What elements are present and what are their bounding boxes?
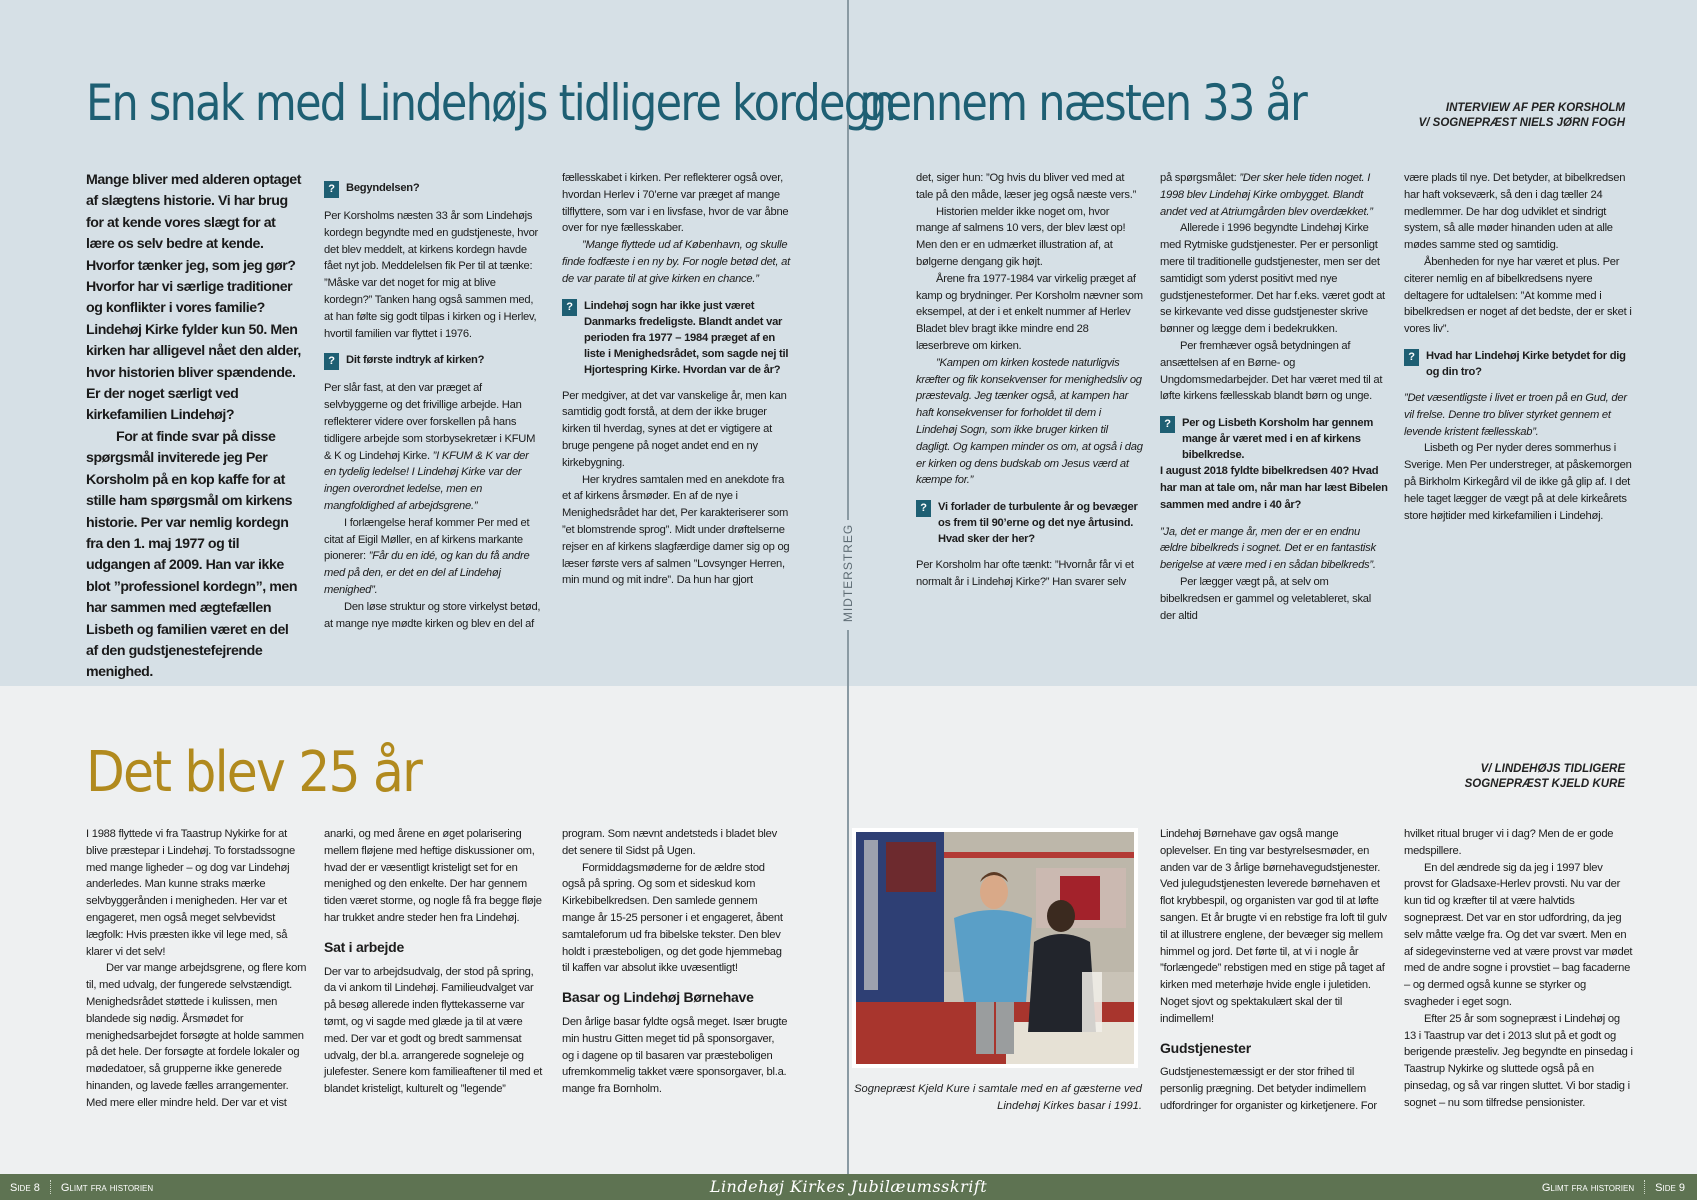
article1-column-5: på spørgsmålet: ”Der sker hele tiden noget. I 1998 blev Lindehøj Kirke ombygget. Blandt andet ved at Atriumgården blev overdækket.” Allerede i 1996 begyndte Lindehøj Kirke med Rytmiske gudstjenester. Per er personligt mere til traditionelle gudstjenester, men ser det samtidigt som yderst positivt med nye gudstjenesteformer. Det har f.eks. været godt at se kirkevante ved disse gudstjenester skrive bønner og lægge dem i bedekrukken. Per fremhæver også betydningen af ansættelsen af en Børne- og Ungdomsmedarbejder. Det har været med til at løfte kirkens fællesskab blandt børn og unge. ? Per og Lisbeth Korsholm har gennem mange år været med i en af kirkens bibelkredse. I august 2018 fyldte bibelkredsen 40? Hvad har man at tale om, når man har læst Bibelen sammen med andre i 40 år? ”Ja, det er mange år, men der er en endnu ældre bibelkreds i sognet. Det er en fantastisk berigelse at være med i en sådan bibelkreds”. Per lægger vægt på, at selv om bibelkredsen er gammel og veletableret, skal der altid <box>1160 172 1388 622</box>
subheading: Sat i arbejde <box>324 938 405 955</box>
question-mark-icon: ? <box>916 500 931 517</box>
question-mark-icon: ? <box>324 353 339 370</box>
page-number-left: Side 8 <box>10 1182 40 1194</box>
page-number-right: Side 9 <box>1655 1182 1685 1194</box>
subheading: Basar og Lindehøj Børnehave <box>562 989 754 1006</box>
question-mark-icon: ? <box>324 181 339 198</box>
section-name-right: Glimt fra historien <box>1541 1182 1635 1194</box>
publication-title: Lindehøj Kirkes Jubilæumsskrift <box>709 1177 988 1196</box>
article1-column-6: være plads til nye. Det betyder, at bibelkredsen har haft vokseværk, så den i dag tæller 24 medlemmer. De har dog udviklet et sindrigt system, så alle møder hinanden uden at alle mødes samme sted og samtidig. Åbenheden for nye har været et plus. Per citerer nemlig en af bibelkredsens nyere deltagere for udtalelsen: ”At komme med i bibelkredsen er noget af det bedste, der er sket i vores liv”. ? Hvad har Lindehøj Kirke betydet for dig og din tro? ”Det væsentligste i livet er troen på en Gud, der vil frelse. Denne tro bliver styrket gennem et levende kristent fællesskab”. Lisbeth og Per nyder deres sommerhus i Sverige. Men Per understreger, at påskemorgen på Birkholm Kirkegård vil de ikke gå glip af. I det hele taget lægger de vægt på at dele kirkeårets store højtider med kirkefamilien i Lindehøj. <box>1404 170 1634 620</box>
article1-lead <box>86 170 302 684</box>
lead-paragraph-1: Mange bliver med alderen optaget af slægtens historie. Vi har brug for at kende vores slægt for at lære os selv bedre at kende. Hvorfor tænker jeg, som jeg gør? Hvorfor har vi særlige traditioner og konflikter i vores familie? Lindehøj Kirke fylder kun 50. Men kirken har alligevel nået den alder, hvor historien bliver spændende. Er der noget særligt ved kirkefamilien Lindehøj? <box>86 172 302 424</box>
article2-column-6: hvilket ritual bruger vi i dag? Men de er gode medspillere. En del ændrede sig da jeg i 1997 blev provst for Gladsaxe-Herlev provsti. Nu var der kun tid og kræfter til at være halvtids sognepræst. Det var en stor udfordring, da jeg selv måtte vælge fra. Og det var svært. Men en af sidegevinsterne ved at være provst var mødet med de andre sogne i provstiet – bag facaderne – og dermed også kunne se styrker og svagheder i eget sogn. Efter 25 år som sognepræst i Lindehøj og 13 i Taastrup var det i 2013 slut på et godt og berigende præsteliv. Jeg begyndte en pinsedag i Taastrup Nykirke og sluttede også på en pinsedag, og så var ringen sluttet. Vi bor stadig i sognet – nu som tilfredse pensionister. <box>1404 828 1633 1109</box>
photo-illustration <box>856 832 1134 1064</box>
article2-column-3: program. Som nævnt andetsteds i bladet blev det senere til Sidst på Ugen. Formiddagsmøderne for de ældre stod også på spring. Og som et sideskud kom Kirkebibelkredsen. Den samlede gennem mange år 15-25 personer i et engageret, åbent samtaleforum ud fra bibelske tekster. Den blev holdt i præsteboligen, og det gode hjemmebag til kaffen var absolut ikke uvæsentligt! Basar og Lindehøj Børnehave Den årlige basar fyldte også meget. Især brugte min hustru Gitten meget tid på sponsorgaver, og i dagene op til basaren var præsteboligen ufremkommelig takket være sponsorgaver, bl.a. mange fra Bornholm. <box>562 828 788 1096</box>
footer-right <box>1542 1180 1685 1194</box>
basar-photo <box>852 828 1138 1068</box>
section-name-left: Glimt fra historien <box>60 1182 154 1194</box>
article1-column-2: ? Begyndelsen? Per Korsholms næsten 33 år som Lindehøjs kordegn begyndte med en gudstjeneste, hvor det blev meddelt, at kirkens kordegn havde fået nyt job. Meddelelsen fik Per til at tænke: ”Måske var det noget for mig at blive kordegn?” Tanken hang også sammen med, at han følte sig godt tilpas i kirken og i Herlev, hvortil familien var flyttet i 1976. ? Dit første indtryk af kirken? Per slår fast, at den var præget af selvbyggerne og det frivillige arbejde. Han reflekterer videre over forskellen på hans tidligere arbejde som storbysekretær i KFUM & K og Lindehøj Kirke. ”I KFUM & K var der en tydelig ledelse! I Lindehøj Kirke var der ingen overordnet ledelse, men en mangfoldighed af arbejdsgrene.” I forlængelse heraf kommer Per med et citat af Eigil Møller, en af kirkens markante pionerer: ”Får du en idé, og kan du få andre med på den, er det en del af Lindehøj menighed”. Den løse struktur og store virkelyst betød, at mange nye mødte kirken og blev en del af <box>324 182 541 630</box>
article2-byline: V/ LINDEHØJS TIDLIGERE SOGNEPRÆST KJELD KURE <box>1464 763 1625 790</box>
article1-column-4: det, siger hun: ”Og hvis du bliver ved med at tale på den måde, læser jeg også næste vers.” Historien melder ikke noget om, hvor mange af salmens 10 vers, der blev læst op! Men den er en udmærket illustration af, at bølgerne dengang gik højt. Årene fra 1977-1984 var virkelig præget af kamp og brydninger. Per Korsholm nævner som eksempel, at der i et enkelt nummer af Herlev Bladet blev bragt ikke mindre end 28 læserbreve om kirken. ”Kampen om kirken kostede naturligvis kræfter og fik konsekvenser for menighedsliv og præstevalg. Jeg tænker også, at kampen har haft konsekvenser for forholdet til dem i Lindehøj Sogn, som ikke bruger kirken til dagligt. Og kampen minder os om, at også i dag er kirken og dens budskab om Jesus værd at kæmpe for.” ? Vi forlader de turbulente år og bevæger os frem til 90’erne og det nye årtusind. Hvad sker der her? Per Korsholm har ofte tænkt: ”Hvornår får vi et normalt år i Lindehøj Kirke?” Han svarer selv <box>916 172 1143 588</box>
article2-column-1: I 1988 flyttede vi fra Taastrup Nykirke for at blive præstepar i Lindehøj. To forstadssogne med mange ligheder – og dog var Lindehøj anderledes. Man kunne straks mærke selvbyggerånden i menigheden. Her var et engageret, men også meget selvbevidst lægfolk: Hvis præsten ikke vil lege med, så klarer vi det selv! Der var mange arbejdsgrene, og flere kom til, med udvalg, der fungerede selvstændigt. Menighedsrådet støttede i kulissen, men blandede sig nødig. Årsmødet for menighedsarbejdet forsøgte at holde sammen på det hele. Der forsøgte at fordele lokaler og mødedatoer, så grupperne ikke generede hinanden, og lavede fælles arrangementer. Med mere eller mindre held. Der var et vist <box>86 828 307 1109</box>
question-heading: ? Hvad har Lindehøj Kirke betydet for dig og din tro? <box>1404 348 1634 380</box>
question-heading: ? Dit første indtryk af kirken? <box>324 352 542 370</box>
article1-title-right: gennem næsten 33 år <box>860 74 1307 132</box>
question-mark-icon: ? <box>562 299 577 316</box>
photo-caption: Sognepræst Kjeld Kure i samtale med en af gæsterne ved Lindehøj Kirkes basar i 1991. <box>854 1083 1142 1112</box>
question-heading: ? Begyndelsen? <box>324 180 542 198</box>
article1-title-left: En snak med Lindehøjs tidligere kordegn <box>86 74 895 132</box>
article1-column-3: fællesskabet i kirken. Per reflekterer også over, hvordan Herlev i 70’erne var præget af mange tilflyttere, som var i en livsfase, hvor de var åbne over for nye fællesskaber. ”Mange flyttede ud af København, og skulle finde fodfæste i en ny by. For nogle betød det, at de var parate til at give kirken en chance.” ? Lindehøj sogn har ikke just været Danmarks fredeligste. Blandt andet var perioden fra 1977 – 1984 præget af en liste i Menighedsrådet, som sagde nej til Hjortespring Kirke. Hvordan var de år? Per medgiver, at det var vanskelige år, men kan samtidig godt forstå, at dem der ikke bruger kirken til hverdag, synes at det er vigtigere at bruge pengene på noget andet end en ny kirkebygning. Her krydres samtalen med en anekdote fra et af kirkens årsmøder. En af de nye i Menighedsrådet har det, Per karakteriserer som ”et blomstrende sprog”. Midt under drøftelserne rejser en af kirkens slagfærdige damer sig op og læser første vers af salmen ”Lovsynger Herren, min mund og mit indre”. Da hun har gjort <box>562 172 790 587</box>
article2-column-5: Lindehøj Børnehave gav også mange oplevelser. En ting var bestyrelsesmøder, en anden var de 3 årlige børnehavegudstjenester. Ved julegudstjenesten leverede børnehaven et flot krybbespil, og organisten var god til at løfte sangen. Et år brugte vi en rebstige fra loft til gulv til at illustrere englene, der bevæger sig mellem himmel og jord. Det førte til, at vi i nogle år ”forlængede” rebstigen med en stige på taget af kirken med meterhøje hvide engle i juletiden. Noget sjovt og spektakulært skal der til indimellem! Gudstjenester Gudstjenestemæssigt er der stor frihed til personlig prægning. Det betyder indimellem udfordringer for organister og kirketjenere. For <box>1160 828 1387 1112</box>
question-heading: ? Per og Lisbeth Korsholm har gennem mange år været med i en af kirkens bibelkredse. <box>1160 415 1388 463</box>
spine-label: MIDTERSTREG <box>841 523 855 623</box>
question-mark-icon: ? <box>1404 349 1419 366</box>
question-heading: ? Vi forlader de turbulente år og bevæger os frem til 90’erne og det nye årtusind. Hvad sker der her? <box>916 499 1144 547</box>
subheading: Gudstjenester <box>1160 1039 1251 1056</box>
lead-paragraph-2: For at finde svar på disse spørgsmål inviterede jeg Per Korsholm på en kop kaffe for at stille ham spørgsmål om kirkens historie. Per var nemlig kordegn fra den 1. maj 1977 og til udgangen af 2009. Han var ikke blot ”professionel kordegn”, men har sammen med ægtefællen Lisbeth og familien været en del af den gudstjenestefejrende menighed. <box>86 428 298 681</box>
article1-byline: INTERVIEW AF PER KORSHOLM V/ SOGNEPRÆST NIELS JØRN FOGH <box>1418 102 1625 129</box>
spine-label-box <box>838 520 858 630</box>
page-footer <box>0 1174 1697 1200</box>
question-mark-icon: ? <box>1160 416 1175 433</box>
article2-column-2: anarki, og med årene en øget polarisering mellem fløjene med heftige diskussioner om, hvad der er væsentligt kristeligt set for en menighed og den enkelte. Der har gennem tiden været storme, og nogle få fra begge fløje har trukket andre steder hen fra Lindehøj. Sat i arbejde Der var to arbejdsudvalg, der stod på spring, da vi ankom til Lindehøj. Familieudvalget var på besøg allerede inden flyttekasserne var tømt, og vi sagde med glæde ja til at være med. Der var et godt og bredt sammensat udvalg, der bl.a. arrangerede sogneleje og julefester. Senere kom familieaftener til med et blandet kristeligt, kulturelt og ”legende” <box>324 826 546 1126</box>
question-heading: ? Lindehøj sogn har ikke just været Danmarks fredeligste. Blandt andet var perioden fra 1977 – 1984 præget af en liste i Menighedsrådet, som sagde nej til Hjortespring Kirke. Hvordan var de år? <box>562 298 790 378</box>
article2-title: Det blev 25 år <box>86 740 422 805</box>
